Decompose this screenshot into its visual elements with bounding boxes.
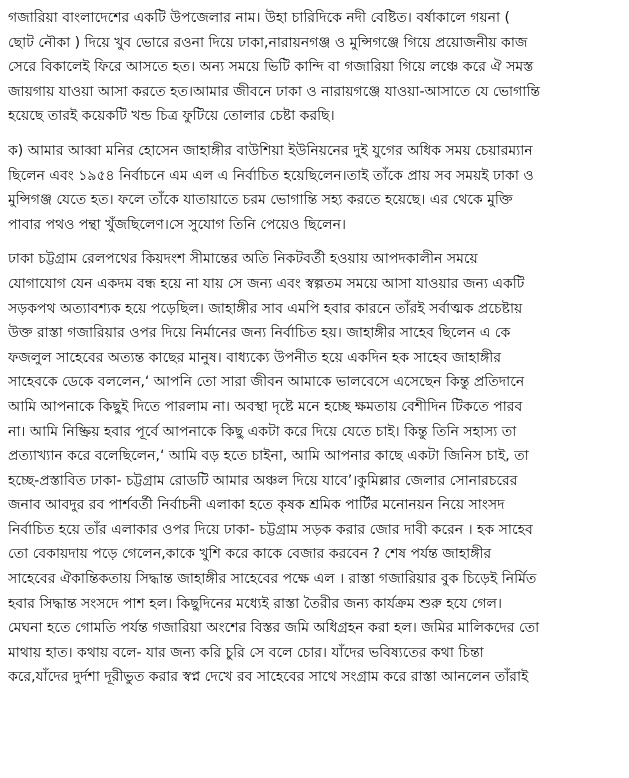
text-line: ঢাকা চট্টগ্রাম রেলপথের কিয়দংশ সীমান্তের অতি নিকটবর্তী হওয়ায় আপদকালীন সময়ে bbox=[8, 251, 478, 268]
text-line: পাবার পথও পন্থা খুঁজছিলেণ।সে সুযোগ তিনি পেয়েও ছিলেন। bbox=[8, 216, 346, 233]
text-line: না। আমি নিষ্ক্রিয় হবার পূর্বে আপনাকে কিছু একটা করে দিয়ে যেতে চাই। কিন্তু তিনি সহাস্য তা bbox=[8, 423, 517, 440]
text-line: সড়কপথ অত্যাবশ্যক হয়ে পড়েছিল। জাহাঙ্গীর সাব এমপি হবার কারনে তাঁরই সর্বাত্মক প্রচেষ্টায় bbox=[8, 300, 523, 317]
text-line: মুন্সিগঞ্জ যেতে হত। ফলে তাঁকে যাতায়াতে চরম ভোগান্তি সহ্য করতে হয়েছে। এর থেকে মুক্তি bbox=[8, 192, 513, 209]
text-line: ছিলেন এবং ১৯৫৪ নির্বাচনে এম এল এ নির্বাচিত হয়েছিলেন।তাই তাঁকে প্রায় সব সময়ই ঢাকা ও bbox=[8, 167, 534, 184]
text-line: সেরে বিকালেই ফিরে আসতে হত। অন্য সময়ে ভিটি কান্দি বা গজারিয়া গিয়ে লঞ্চে করে ঐ সমস্ত bbox=[8, 59, 534, 76]
text-line: জায়গায় যাওয়া আসা করতে হত।আমার জীবনে ঢাকা ও নারায়গঞ্জে যাওয়া-আসাতে যে ভোগান্তি bbox=[8, 83, 540, 100]
text-line: ক) আমার আব্বা মনির হোসেন জাহাঙ্গীর বাউশিয়া ইউনিয়নের দুই যুগের অধিক সময় চেয়ারম্যান bbox=[8, 142, 533, 159]
text-line: ছোট নৌকা ) দিয়ে খুব ভোরে রওনা দিয়ে ঢাকা,নারায়নগঞ্জ ও মুন্সিগঞ্জে গিয়ে প্রয়োজনীয় কাজ bbox=[8, 34, 528, 51]
text-line: হবার সিদ্ধান্ত সংসদে পাশ হল। কিছুদিনের মধ্যেই রাস্তা তৈরীর জন্য কার্যক্রম শুরু হযে গেল। bbox=[8, 595, 502, 612]
paragraph-road bbox=[8, 247, 621, 690]
text-line: মেঘনা হতে গোমতি পর্যন্ত গজারিয়া অংশের বিস্তর জমি অধিগ্রহন করা হল। জমির মালিকদের তো bbox=[8, 620, 540, 637]
text-line: উক্ত রাস্তা গজারিয়ার ওপর দিয়ে নির্মানের জন্য নির্বাচিত হয়। জাহাঙ্গীর সাহেব ছিলেন এ কে bbox=[8, 325, 511, 342]
text-line: প্রত্যাখ্যান করে বলেছিলেন,‘ আমি বড় হতে চাইনা, আমি আপনার কাছে একটা জিনিস চাই, তা bbox=[8, 448, 529, 465]
text-line: সাহেবের ঐকান্তিকতায় সিদ্ধান্ত জাহাঙ্গীর সাহেবের পক্ষে এল । রাস্তা গজারিয়ার বুক চিড়েই নির্মিত bbox=[8, 571, 537, 588]
text-line: যোগাযোগ যেন একদম বন্ধ হয়ে না যায় সে জন্য এবং স্বল্পতম সময়ে আসা যাওয়ার জন্য একটি bbox=[8, 275, 525, 292]
text-line: ফজলুল সাহেবের অত্যন্ত কাছের মানুষ। বাধ্যক্যে উপনীত হয়ে একদিন হক সাহেব জাহাঙ্গীর bbox=[8, 349, 502, 366]
text-line: গজারিয়া বাংলাদেশের একটি উপজেলার নাম। উহা চারিদিকে নদী বেষ্টিত। বর্ষাকালে গয়না ( bbox=[8, 10, 511, 26]
text-line: হচ্ছে-প্রস্তাবিত ঢাকা- চট্টগ্রাম রোডটি আমার অঞ্চল দিয়ে যাবে’।কুমিল্লার জেলার সোনারচরের bbox=[8, 472, 518, 489]
text-line: মাথায় হাত। কথায় বলে- যার জন্য করি চুরি সে বলে চোর। যাঁদের ভবিষ্যতের কথা চিন্তা bbox=[8, 644, 484, 661]
text-line: হয়েছে তারই কয়েকটি খন্ড চিত্র ফুটিয়ে তোলার চেষ্টা করছি। bbox=[8, 108, 335, 125]
text-line: জনাব আবদুর রব পার্শবর্তী নির্বাচনী এলাকা হতে কৃষক শ্রমিক পার্টির মনোনয়ন নিয়ে সাংসদ bbox=[8, 497, 505, 514]
paragraph-father bbox=[8, 139, 621, 237]
text-line: তো বেকায়দায় পড়ে গেলেন,কাকে খুশি করে কাকে বেজার করবেন ? শেষ পর্যন্ত জাহাঙ্গীর bbox=[8, 546, 492, 563]
text-line: করে,যাঁদের দুর্দশা দূরীভুত করার স্বপ্ন দেখে রব সাহেবের সাথে সংগ্রাম করে রাস্তা আনলেন তাঁরাই bbox=[8, 669, 529, 686]
text-line: নির্বাচিত হয়ে তাঁর এলাকার ওপর দিয়ে ঢাকা- চট্টগ্রাম সড়ক করার জোর দাবী করেন । হক সাহেব bbox=[8, 521, 533, 538]
paragraph-intro bbox=[8, 6, 621, 129]
text-line: আমি আপনাকে কিছুই দিতে পারলাম না। অবস্থা দৃষ্টে মনে হচ্ছে ক্ষমতায় বেশীদিন টিকতে পারব bbox=[8, 398, 523, 415]
text-line: সাহেবকে ডেকে বললেন,‘ আপনি তো সারা জীবন আমাকে ভালবেসে এসেছেন কিন্তু প্রতিদানে bbox=[8, 374, 525, 391]
